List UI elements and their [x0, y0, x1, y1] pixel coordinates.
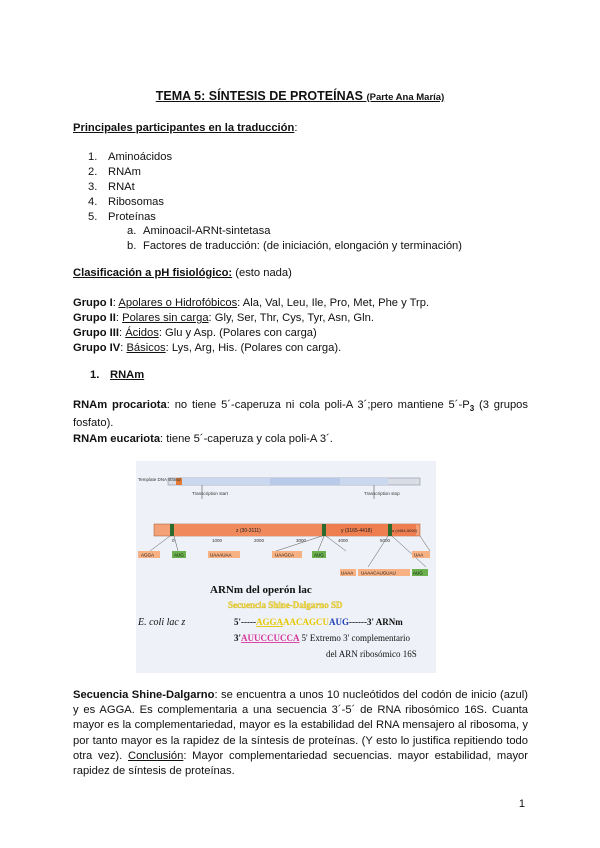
- operon-diagram: [136, 461, 436, 673]
- rrna-sequence: 3'AUUCCUCCA 5' Extremo 3' complementario: [234, 633, 410, 643]
- tick-label: 4000: [338, 538, 349, 543]
- tick-label: 2000: [254, 538, 265, 543]
- codon-uaaauaa: UAAAUAA: [210, 552, 232, 558]
- amino-groups: [73, 296, 429, 356]
- group-row: Grupo II: Polares sin carga: Gly, Ser, Thr, Cys, Tyr, Asn, Gln.: [73, 312, 374, 324]
- tick-label: 3000: [296, 538, 307, 543]
- tx-start-label: Transcription start: [192, 491, 228, 496]
- codon-aug: AUG: [314, 552, 324, 558]
- list-item: 1. Aminoácidos: [88, 151, 173, 163]
- tick-label: 1000: [212, 538, 223, 543]
- template-label: Template DNA strand: [138, 477, 181, 482]
- group-row: Grupo I: Apolares o Hidrofóbicos: Ala, Val, Leu, Ile, Pro, Met, Phe y Trp.: [73, 297, 430, 309]
- group-row: Grupo III: Ácidos: Glu y Asp. (Polares con carga): [73, 327, 317, 339]
- shine-title: Secuencia Shine-Dalgarno SD: [228, 600, 343, 610]
- codon-agga: AGGA: [141, 552, 155, 558]
- list-item: 5. Proteínas: [88, 211, 156, 223]
- codon-uaa: UAA: [414, 552, 424, 558]
- shine-dalgarno-paragraph: Secuencia Shine-Dalgarno: se encuentra a unos 10 nucleótidos del codón de inicio (azul) y es AGGA. Es complementaria a una secuencia 3´-5´ de RNA ribosómico 16S. Cuanta mayor es la complementariedad, mayor es la estabilidad del RNA mensajero al ribosoma, y por tanto mayor es la rapidez de la síntesis de proteínas. (Y esto lo justifica repitiendo todo otra vez). Conclusión: Mayor complementariedad secuencias. mayor estabilidad, mayor rapidez de síntesis de proteínas.: [73, 689, 528, 778]
- participants-list: [88, 150, 172, 225]
- page-title: [0, 89, 600, 103]
- title-main: TEMA 5: SÍNTESIS DE PROTEÍNAS: [155, 89, 363, 103]
- classification-heading: Clasificación a pH fisiológico: (esto nada): [73, 267, 292, 279]
- lac-a-label: a (4484-5092): [392, 528, 418, 533]
- list-item: 4. Ribosomas: [88, 196, 164, 208]
- list-item: b. Factores de traducción: (de iniciación, elongación y terminación): [127, 240, 463, 252]
- operon-lac-figure: [136, 461, 436, 673]
- group-row: Grupo IV: Básicos: Lys, Arg, His. (Polares con carga).: [73, 342, 342, 354]
- codon-aug: AUG: [413, 570, 423, 576]
- tick-label: 0: [172, 538, 175, 543]
- rnam-paragraph: RNAm procariota: no tiene 5´-caperuza ni cola poli-A 3´;pero mantiene $5´-P_3$ (3 grupos fosfato). RNAm eucariota: tiene 5´-caperuza y cola poli-A 3´.: [73, 399, 528, 445]
- list-item: 2. RNAm: [88, 166, 141, 178]
- codon-aug: AUG: [174, 552, 184, 558]
- tx-stop-label: Transcription stop: [364, 491, 400, 496]
- participants-heading: Principales participantes en la traducción:: [73, 122, 298, 134]
- list-item: a. Aminoacil-ARNt-sintetasa: [127, 225, 271, 237]
- organism-label: E. coli lac z: [138, 617, 186, 628]
- title-sub: (Parte Ana María): [366, 92, 445, 103]
- list-item: 3. RNAt: [88, 181, 135, 193]
- tick-label: 5000: [380, 538, 391, 543]
- lac-y-label: y (3165-4418): [341, 528, 373, 534]
- rrna-caption: del ARN ribosómico 16S: [326, 649, 417, 659]
- section-heading-rnam: 1. RNAm: [90, 369, 145, 381]
- proteins-sublist: [127, 224, 462, 254]
- codon-uaaa: UAAA: [341, 570, 354, 576]
- codon-uaagca: UAAGCA: [275, 552, 295, 558]
- figure-caption: ARNm del operón lac: [210, 584, 312, 596]
- mrna-sequence: 5'-----AGGAAACAGCUAUG------3' ARNm: [234, 617, 403, 627]
- codon-middle: UAAACAUGUAU: [361, 570, 396, 576]
- page-number: 1: [518, 798, 525, 810]
- lac-z-label: z (30-3111): [236, 528, 261, 534]
